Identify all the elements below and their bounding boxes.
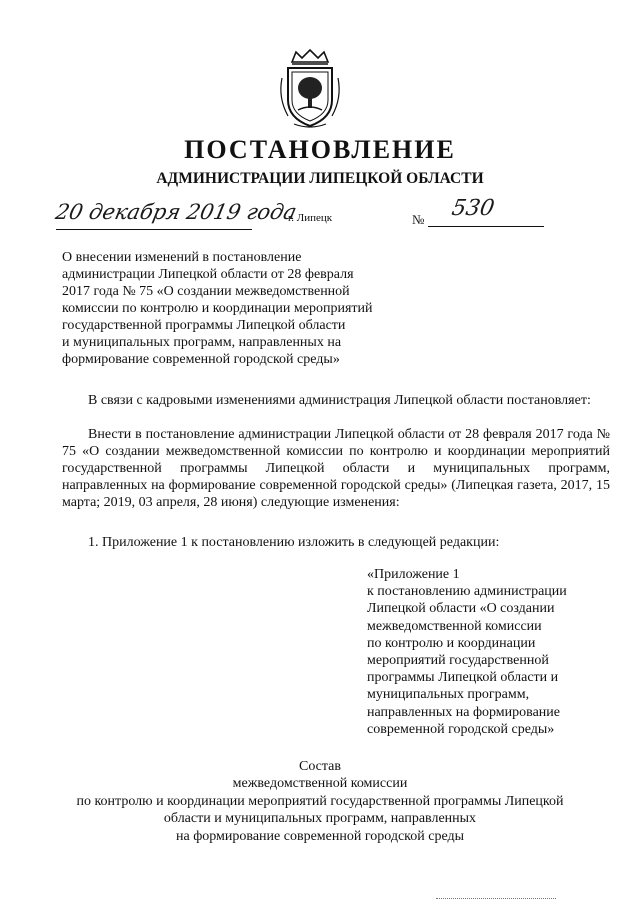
subject-line: администрации Липецкой области от 28 февраля: [62, 267, 354, 282]
subject-line: формирование современной городской среды»: [62, 352, 340, 367]
appendix-line: по контролю и координации: [367, 635, 536, 651]
number-sign: №: [412, 212, 425, 227]
document-title: ПОСТАНОВЛЕНИЕ: [184, 135, 456, 164]
appendix-line: муниципальных программ,: [367, 687, 530, 703]
city-label: г. Липецк: [288, 212, 333, 224]
subject-line: О внесении изменений в постановление: [62, 250, 302, 265]
number-underline: [428, 226, 544, 227]
handwritten-date: 20 декабря 2019 года: [53, 200, 299, 224]
appendix-line: направленных на формирование: [367, 704, 560, 720]
document-subtitle: АДМИНИСТРАЦИИ ЛИПЕЦКОЙ ОБЛАСТИ: [156, 170, 484, 187]
composition-line: области и муниципальных программ, направленных: [163, 811, 477, 827]
composition-line: межведомственной комиссии: [232, 776, 408, 792]
subject-line: государственной программы Липецкой области: [62, 318, 346, 333]
composition-line: Состав: [298, 759, 341, 774]
date-underline: [56, 229, 252, 230]
appendix-line: программы Липецкой области и: [367, 670, 559, 686]
coat-of-arms-icon: [274, 48, 346, 130]
subject-line: 2017 года № 75 «О создании межведомственной: [62, 284, 350, 299]
appendix-line: мероприятий государственной: [367, 653, 549, 669]
composition-heading: [0, 758, 640, 845]
appendix-line: современной городской среды»: [367, 721, 555, 737]
handwritten-number: 530: [449, 196, 497, 221]
appendix-block: [367, 566, 607, 738]
subject-line: и муниципальных программ, направленных на: [62, 335, 342, 350]
body-paragraph: В связи с кадровыми изменениями администрация Липецкой области постановляет:: [88, 393, 591, 408]
body-paragraph: 1. Приложение 1 к постановлению изложить в следующей редакции:: [88, 535, 500, 550]
appendix-line: Липецкой области «О создании: [367, 601, 555, 617]
composition-line: по контролю и координации мероприятий государственной программы Липецкой: [76, 793, 564, 809]
body-paragraph: Внести в постановление администрации Липецкой области от 28 февраля 2017 года № 75 «О создании межведомственной комиссии по контролю и координации мероприятий государственной программы Липецкой области и муниципальных программ, направленных на формирование современной городской среды» (Липецкая газета, 2017, 15 марта; 2019, 03 апреля, 28 июня) следующие изменения:: [62, 427, 610, 510]
appendix-line: к постановлению администрации: [367, 584, 567, 600]
subject-block: [62, 249, 402, 368]
composition-line: на формирование современной городской среды: [175, 828, 465, 844]
appendix-line: межведомственной комиссии: [367, 618, 542, 634]
appendix-line: «Приложение 1: [367, 567, 460, 582]
page-bottom-mark: [436, 898, 556, 899]
subject-line: комиссии по контролю и координации мероприятий: [62, 301, 373, 316]
